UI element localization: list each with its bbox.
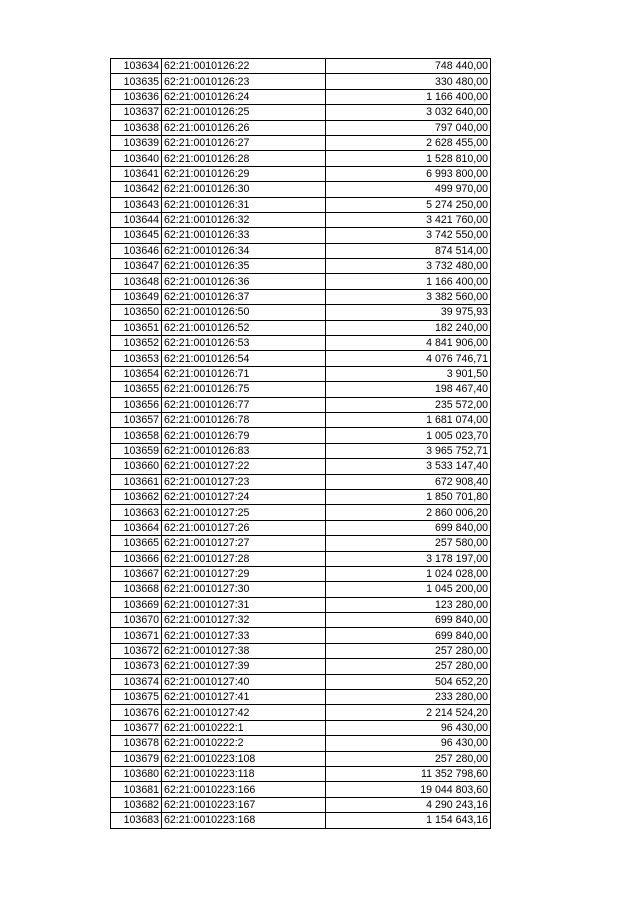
row-number-cell: 103663 [111,505,162,520]
cadastral-value-cell: 257 580,00 [326,536,491,551]
cadastral-number-cell: 62:21:0010126:35 [162,259,326,274]
row-number-cell: 103644 [111,212,162,227]
cadastral-value-cell: 3 421 760,00 [326,212,491,227]
table-row [111,382,491,397]
table-row [111,613,491,628]
row-number-cell: 103676 [111,705,162,720]
row-number-cell: 103645 [111,228,162,243]
cadastral-number-cell: 62:21:0010126:78 [162,412,326,427]
cadastral-number-cell: 62:21:0010222:2 [162,736,326,751]
table-row [111,428,491,443]
row-number-cell: 103650 [111,305,162,320]
cadastral-value-cell: 699 840,00 [326,520,491,535]
table-row [111,166,491,181]
table-row [111,582,491,597]
cadastral-number-cell: 62:21:0010126:32 [162,212,326,227]
cadastral-number-cell: 62:21:0010127:22 [162,459,326,474]
row-number-cell: 103682 [111,797,162,812]
cadastral-number-cell: 62:21:0010126:23 [162,74,326,89]
table-row [111,135,491,150]
cadastral-number-cell: 62:21:0010126:26 [162,120,326,135]
cadastral-number-cell: 62:21:0010127:30 [162,582,326,597]
cadastral-number-cell: 62:21:0010127:38 [162,643,326,658]
table-row [111,74,491,89]
table-row [111,597,491,612]
row-number-cell: 103657 [111,412,162,427]
cadastral-number-cell: 62:21:0010126:37 [162,289,326,304]
table-body [111,59,491,829]
cadastral-value-cell: 39 975,93 [326,305,491,320]
cadastral-value-cell: 699 840,00 [326,628,491,643]
table-row [111,351,491,366]
row-number-cell: 103651 [111,320,162,335]
table-row [111,151,491,166]
cadastral-number-cell: 62:21:0010126:53 [162,336,326,351]
cadastral-value-cell: 499 970,00 [326,182,491,197]
cadastral-number-cell: 62:21:0010127:33 [162,628,326,643]
table-row [111,659,491,674]
cadastral-value-cell: 6 993 800,00 [326,166,491,181]
row-number-cell: 103664 [111,520,162,535]
table-row [111,720,491,735]
row-number-cell: 103672 [111,643,162,658]
cadastral-number-cell: 62:21:0010223:108 [162,751,326,766]
cadastral-number-cell: 62:21:0010127:32 [162,613,326,628]
row-number-cell: 103656 [111,397,162,412]
cadastral-number-cell: 62:21:0010127:28 [162,551,326,566]
table-row [111,320,491,335]
row-number-cell: 103662 [111,489,162,504]
table-row [111,551,491,566]
cadastral-number-cell: 62:21:0010127:26 [162,520,326,535]
row-number-cell: 103655 [111,382,162,397]
cadastral-value-cell: 11 352 798,60 [326,766,491,781]
row-number-cell: 103638 [111,120,162,135]
row-number-cell: 103674 [111,674,162,689]
row-number-cell: 103680 [111,766,162,781]
row-number-cell: 103660 [111,459,162,474]
cadastral-value-cell: 4 076 746,71 [326,351,491,366]
row-number-cell: 103661 [111,474,162,489]
cadastral-value-table [110,58,491,829]
row-number-cell: 103678 [111,736,162,751]
row-number-cell: 103670 [111,613,162,628]
table-row [111,397,491,412]
row-number-cell: 103649 [111,289,162,304]
cadastral-value-cell: 4 290 243,16 [326,797,491,812]
row-number-cell: 103647 [111,259,162,274]
cadastral-value-cell: 5 274 250,00 [326,197,491,212]
table-row [111,59,491,74]
cadastral-number-cell: 62:21:0010126:27 [162,135,326,150]
table-row [111,289,491,304]
table-row [111,782,491,797]
table-row [111,736,491,751]
cadastral-value-cell: 3 382 560,00 [326,289,491,304]
row-number-cell: 103679 [111,751,162,766]
table-row [111,305,491,320]
cadastral-value-cell: 699 840,00 [326,613,491,628]
cadastral-value-cell: 1 528 810,00 [326,151,491,166]
table-row [111,474,491,489]
table-row [111,120,491,135]
table-row [111,366,491,381]
cadastral-value-cell: 198 467,40 [326,382,491,397]
cadastral-number-cell: 62:21:0010223:167 [162,797,326,812]
row-number-cell: 103675 [111,690,162,705]
table-row [111,628,491,643]
cadastral-value-cell: 1 681 074,00 [326,412,491,427]
cadastral-number-cell: 62:21:0010126:75 [162,382,326,397]
table-row [111,197,491,212]
row-number-cell: 103654 [111,366,162,381]
cadastral-value-cell: 4 841 906,00 [326,336,491,351]
cadastral-number-cell: 62:21:0010127:41 [162,690,326,705]
cadastral-number-cell: 62:21:0010127:40 [162,674,326,689]
cadastral-number-cell: 62:21:0010126:34 [162,243,326,258]
table-row [111,228,491,243]
cadastral-value-cell: 182 240,00 [326,320,491,335]
row-number-cell: 103643 [111,197,162,212]
table-row [111,489,491,504]
cadastral-number-cell: 62:21:0010223:168 [162,813,326,828]
row-number-cell: 103665 [111,536,162,551]
cadastral-value-cell: 235 572,00 [326,397,491,412]
cadastral-value-cell: 3 178 197,00 [326,551,491,566]
cadastral-value-cell: 3 901,50 [326,366,491,381]
table-row [111,243,491,258]
row-number-cell: 103653 [111,351,162,366]
table-row [111,105,491,120]
row-number-cell: 103681 [111,782,162,797]
row-number-cell: 103634 [111,59,162,74]
table-row [111,690,491,705]
cadastral-value-cell: 3 732 480,00 [326,259,491,274]
cadastral-number-cell: 62:21:0010126:77 [162,397,326,412]
row-number-cell: 103652 [111,336,162,351]
row-number-cell: 103677 [111,720,162,735]
table-row [111,336,491,351]
table-row [111,443,491,458]
row-number-cell: 103648 [111,274,162,289]
row-number-cell: 103640 [111,151,162,166]
table-row [111,89,491,104]
table-row [111,674,491,689]
row-number-cell: 103666 [111,551,162,566]
cadastral-number-cell: 62:21:0010126:54 [162,351,326,366]
table-row [111,566,491,581]
cadastral-value-cell: 2 628 455,00 [326,135,491,150]
cadastral-number-cell: 62:21:0010126:33 [162,228,326,243]
cadastral-number-cell: 62:21:0010126:25 [162,105,326,120]
row-number-cell: 103671 [111,628,162,643]
cadastral-number-cell: 62:21:0010126:31 [162,197,326,212]
cadastral-number-cell: 62:21:0010126:24 [162,89,326,104]
document-page [110,58,491,829]
cadastral-number-cell: 62:21:0010126:36 [162,274,326,289]
cadastral-value-cell: 748 440,00 [326,59,491,74]
cadastral-number-cell: 62:21:0010126:50 [162,305,326,320]
table-row [111,813,491,828]
table-row [111,274,491,289]
row-number-cell: 103658 [111,428,162,443]
row-number-cell: 103636 [111,89,162,104]
table-row [111,182,491,197]
cadastral-value-cell: 1 166 400,00 [326,274,491,289]
cadastral-value-cell: 123 280,00 [326,597,491,612]
table-row [111,766,491,781]
cadastral-number-cell: 62:21:0010127:24 [162,489,326,504]
cadastral-value-cell: 1 045 200,00 [326,582,491,597]
row-number-cell: 103646 [111,243,162,258]
cadastral-value-cell: 1 166 400,00 [326,89,491,104]
cadastral-value-cell: 233 280,00 [326,690,491,705]
cadastral-number-cell: 62:21:0010126:71 [162,366,326,381]
table-row [111,751,491,766]
cadastral-value-cell: 1 024 028,00 [326,566,491,581]
cadastral-value-cell: 96 430,00 [326,736,491,751]
table-row [111,520,491,535]
row-number-cell: 103641 [111,166,162,181]
cadastral-number-cell: 62:21:0010223:166 [162,782,326,797]
cadastral-value-cell: 96 430,00 [326,720,491,735]
cadastral-value-cell: 3 533 147,40 [326,459,491,474]
row-number-cell: 103669 [111,597,162,612]
row-number-cell: 103659 [111,443,162,458]
row-number-cell: 103639 [111,135,162,150]
cadastral-value-cell: 797 040,00 [326,120,491,135]
cadastral-number-cell: 62:21:0010126:22 [162,59,326,74]
cadastral-value-cell: 504 652,20 [326,674,491,689]
row-number-cell: 103635 [111,74,162,89]
row-number-cell: 103667 [111,566,162,581]
table-row [111,705,491,720]
cadastral-value-cell: 874 514,00 [326,243,491,258]
table-row [111,643,491,658]
cadastral-number-cell: 62:21:0010126:28 [162,151,326,166]
cadastral-value-cell: 257 280,00 [326,659,491,674]
cadastral-value-cell: 672 908,40 [326,474,491,489]
cadastral-number-cell: 62:21:0010126:83 [162,443,326,458]
row-number-cell: 103683 [111,813,162,828]
table-row [111,412,491,427]
cadastral-number-cell: 62:21:0010127:27 [162,536,326,551]
row-number-cell: 103673 [111,659,162,674]
cadastral-number-cell: 62:21:0010127:29 [162,566,326,581]
cadastral-value-cell: 2 860 006,20 [326,505,491,520]
cadastral-number-cell: 62:21:0010126:30 [162,182,326,197]
table-row [111,212,491,227]
cadastral-value-cell: 3 965 752,71 [326,443,491,458]
cadastral-number-cell: 62:21:0010126:52 [162,320,326,335]
cadastral-number-cell: 62:21:0010223:118 [162,766,326,781]
cadastral-number-cell: 62:21:0010127:39 [162,659,326,674]
cadastral-number-cell: 62:21:0010126:29 [162,166,326,181]
table-row [111,536,491,551]
cadastral-value-cell: 1 005 023,70 [326,428,491,443]
cadastral-value-cell: 3 032 640,00 [326,105,491,120]
cadastral-value-cell: 330 480,00 [326,74,491,89]
table-row [111,259,491,274]
cadastral-number-cell: 62:21:0010127:31 [162,597,326,612]
cadastral-value-cell: 257 280,00 [326,643,491,658]
cadastral-value-cell: 257 280,00 [326,751,491,766]
table-row [111,505,491,520]
row-number-cell: 103637 [111,105,162,120]
cadastral-value-cell: 2 214 524,20 [326,705,491,720]
cadastral-value-cell: 19 044 803,60 [326,782,491,797]
cadastral-value-cell: 1 154 643,16 [326,813,491,828]
table-row [111,459,491,474]
row-number-cell: 103668 [111,582,162,597]
cadastral-number-cell: 62:21:0010126:79 [162,428,326,443]
cadastral-number-cell: 62:21:0010222:1 [162,720,326,735]
cadastral-number-cell: 62:21:0010127:23 [162,474,326,489]
cadastral-number-cell: 62:21:0010127:25 [162,505,326,520]
cadastral-value-cell: 3 742 550,00 [326,228,491,243]
table-row [111,797,491,812]
row-number-cell: 103642 [111,182,162,197]
cadastral-number-cell: 62:21:0010127:42 [162,705,326,720]
cadastral-value-cell: 1 850 701,80 [326,489,491,504]
